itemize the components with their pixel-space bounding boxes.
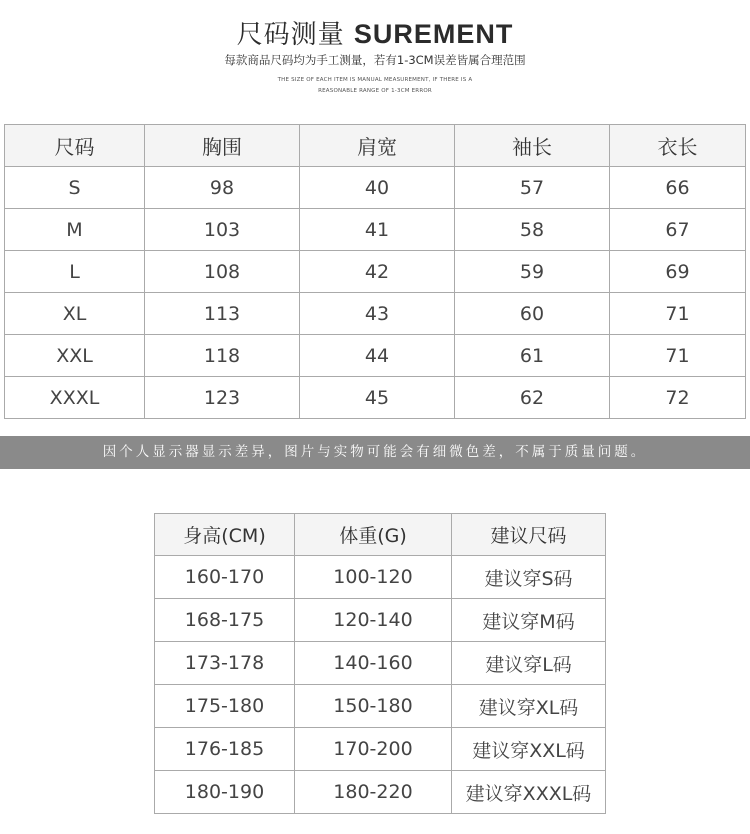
cell-shoulder: 40 (300, 167, 455, 209)
size-recommendation-table (154, 513, 606, 814)
cell-weight: 100-120 (295, 556, 452, 599)
cell-weight: 120-140 (295, 599, 452, 642)
subtitle: 每款商品尺码均为手工测量，若有1-3CM误差皆属合理范围 (224, 53, 526, 67)
cell-weight: 180-220 (295, 771, 452, 814)
cell-size: S (5, 167, 145, 209)
english-note (0, 75, 750, 97)
table-row (5, 377, 746, 419)
table-row (155, 642, 606, 685)
english-note-line1: THE SIZE OF EACH ITEM IS MANUAL MEASUREMENT, IF THERE IS A (277, 77, 473, 83)
cell-chest: 123 (145, 377, 300, 419)
cell-weight: 140-160 (295, 642, 452, 685)
cell-suggestion: 建议穿XL码 (452, 685, 606, 728)
cell-length: 72 (610, 377, 746, 419)
cell-height: 176-185 (155, 728, 295, 771)
cell-shoulder: 44 (300, 335, 455, 377)
header-chest: 胸围 (145, 125, 300, 167)
cell-sleeve: 58 (455, 209, 610, 251)
size-table (4, 124, 746, 419)
cell-length: 71 (610, 335, 746, 377)
table-row (5, 209, 746, 251)
header-length: 衣长 (610, 125, 746, 167)
cell-size: XXXL (5, 377, 145, 419)
color-disclaimer-banner: 因个人显示器显示差异，图片与实物可能会有细微色差，不属于质量问题。 (0, 436, 750, 469)
cell-shoulder: 41 (300, 209, 455, 251)
cell-suggestion: 建议穿L码 (452, 642, 606, 685)
cell-chest: 118 (145, 335, 300, 377)
header-size: 尺码 (5, 125, 145, 167)
table-row (155, 685, 606, 728)
page-title (0, 14, 750, 51)
cell-chest: 113 (145, 293, 300, 335)
cell-length: 71 (610, 293, 746, 335)
cell-shoulder: 43 (300, 293, 455, 335)
cell-size: XL (5, 293, 145, 335)
cell-size: M (5, 209, 145, 251)
cell-sleeve: 62 (455, 377, 610, 419)
table-row (155, 771, 606, 814)
cell-length: 66 (610, 167, 746, 209)
table-row (155, 556, 606, 599)
cell-height: 168-175 (155, 599, 295, 642)
table-row (5, 293, 746, 335)
cell-suggestion: 建议穿XXL码 (452, 728, 606, 771)
table-row (5, 335, 746, 377)
size-table-header-row (5, 125, 746, 167)
cell-sleeve: 57 (455, 167, 610, 209)
header-height: 身高(CM) (155, 514, 295, 556)
cell-suggestion: 建议穿S码 (452, 556, 606, 599)
cell-sleeve: 60 (455, 293, 610, 335)
header-suggested-size: 建议尺码 (452, 514, 606, 556)
cell-suggestion: 建议穿XXXL码 (452, 771, 606, 814)
table-row (5, 251, 746, 293)
cell-sleeve: 61 (455, 335, 610, 377)
table-row (155, 728, 606, 771)
cell-chest: 98 (145, 167, 300, 209)
cell-length: 67 (610, 209, 746, 251)
cell-size: XXL (5, 335, 145, 377)
cell-length: 69 (610, 251, 746, 293)
cell-weight: 150-180 (295, 685, 452, 728)
cell-height: 160-170 (155, 556, 295, 599)
table-row (5, 167, 746, 209)
cell-chest: 103 (145, 209, 300, 251)
cell-shoulder: 45 (300, 377, 455, 419)
header-weight: 体重(G) (295, 514, 452, 556)
cell-height: 175-180 (155, 685, 295, 728)
cell-suggestion: 建议穿M码 (452, 599, 606, 642)
cell-shoulder: 42 (300, 251, 455, 293)
cell-weight: 170-200 (295, 728, 452, 771)
header-shoulder: 肩宽 (300, 125, 455, 167)
recommendation-header-row (155, 514, 606, 556)
english-note-line2: REASONABLE RANGE OF 1-3CM ERROR (318, 88, 432, 94)
cell-size: L (5, 251, 145, 293)
table-row (155, 599, 606, 642)
cell-height: 173-178 (155, 642, 295, 685)
cell-sleeve: 59 (455, 251, 610, 293)
title-en: SUREMENT (353, 19, 514, 49)
cell-chest: 108 (145, 251, 300, 293)
title-cn: 尺码测量 (236, 20, 345, 50)
header-sleeve: 袖长 (455, 125, 610, 167)
cell-height: 180-190 (155, 771, 295, 814)
